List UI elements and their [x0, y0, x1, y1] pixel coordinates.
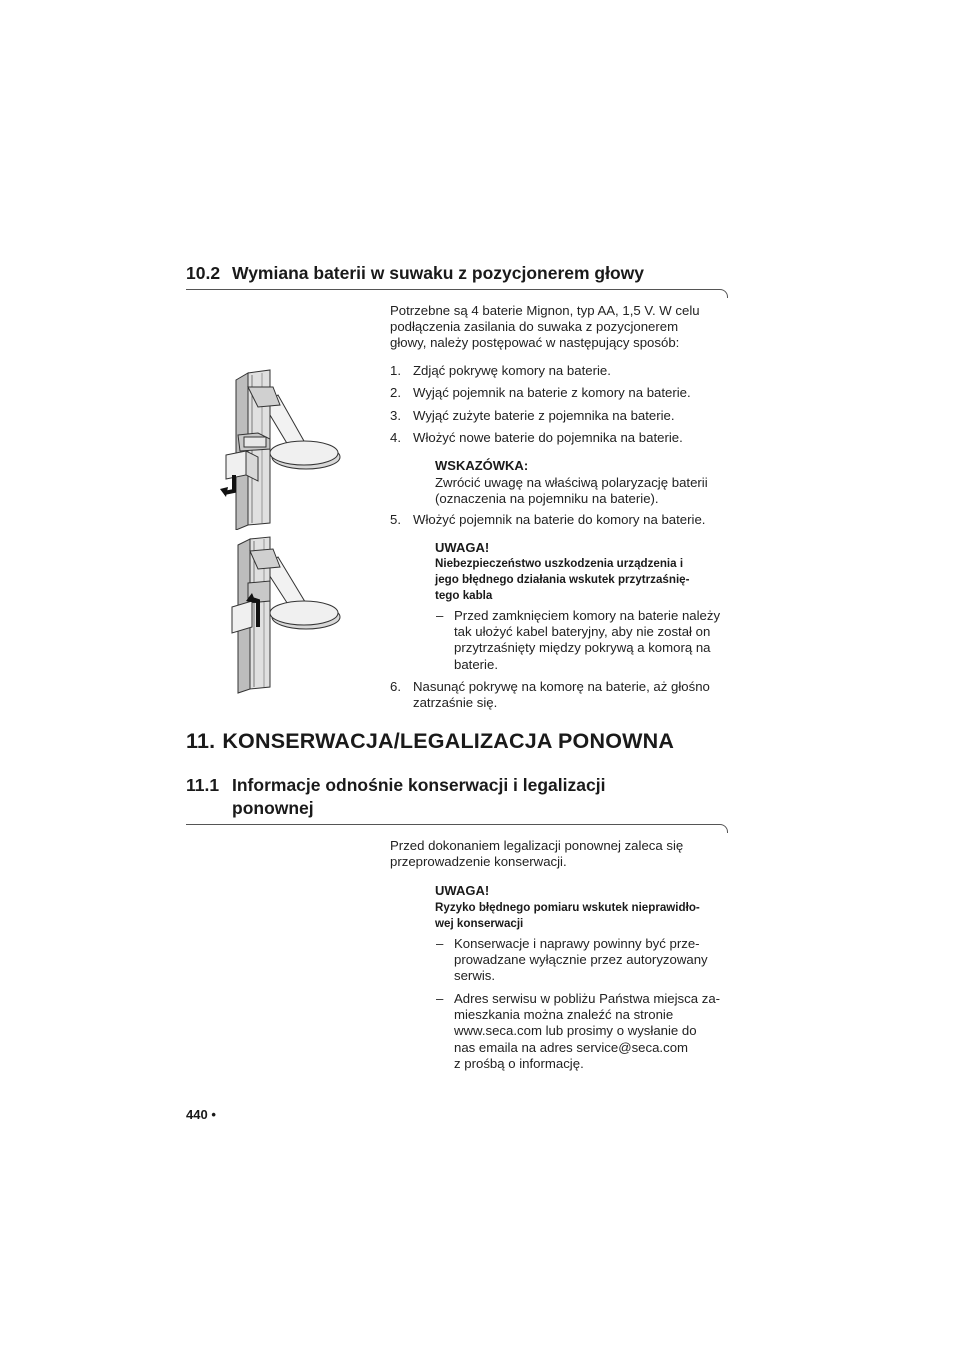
list-text: Włożyć nowe baterie do pojemnika na baterie.	[413, 430, 683, 445]
section-number: 10.2	[186, 263, 221, 283]
list-number: 6.	[390, 679, 401, 694]
warning-heading: UWAGA!	[435, 540, 490, 555]
list-number: 5.	[390, 512, 401, 527]
list-text: Włożyć pojemnik na baterie do komory na baterie.	[413, 512, 706, 527]
battery-illustration-bottom	[218, 535, 343, 695]
section-title: Wymiana baterii w suwaku z pozycjonerem głowy	[232, 263, 645, 283]
dash-marker: –	[436, 936, 444, 951]
text-line: serwis.	[454, 968, 496, 984]
section-heading-11-1	[186, 774, 605, 796]
dash-marker: –	[436, 991, 444, 1006]
text-line: wej konserwacji	[435, 917, 524, 931]
dash-marker: –	[436, 608, 444, 623]
section-title-line: Informacje odnośnie konserwacji i legalizacji	[232, 775, 606, 795]
text-line: nas emaila na adres service@seca.com	[454, 1039, 689, 1055]
text-line: z prośbą o informację.	[454, 1055, 584, 1071]
text-line: tego kabla	[435, 589, 493, 603]
warning-heading: UWAGA!	[435, 883, 490, 898]
text-line: Przed dokonaniem legalizacji ponownej zaleca się	[390, 838, 684, 853]
list-number: 4.	[390, 430, 401, 445]
intro-paragraph	[390, 303, 735, 352]
list-text: Wyjąć pojemnik na baterie z komory na baterie.	[413, 385, 691, 400]
page-number-value: 440	[186, 1107, 208, 1122]
text-line: głowy, należy postępować w następujący sposób:	[390, 335, 680, 351]
chapter-heading-11	[186, 729, 674, 754]
text-line: Przed zamknięciem komory na baterie należy	[454, 608, 721, 623]
text-line: Niebezpieczeństwo uszkodzenia urządzenia i	[435, 557, 684, 570]
warning-subject	[435, 556, 735, 605]
note-text	[435, 475, 735, 507]
text-line: prowadzane wyłącznie przez autoryzowany	[454, 952, 708, 968]
intro-paragraph	[390, 838, 735, 870]
text-line: www.seca.com lub prosimy o wysłanie do	[454, 1023, 697, 1039]
section-number: 11.1	[186, 775, 220, 795]
list-number: 1.	[390, 363, 401, 378]
chapter-title: KONSERWACJA/LEGALIZACJA PONOWNA	[222, 729, 675, 753]
section-rule-hook	[719, 289, 728, 298]
text-line: (oznaczenia na pojemniku na baterie).	[435, 491, 659, 507]
page-number	[186, 1107, 216, 1122]
text-line: Zwrócić uwagę na właściwą polaryzację baterii	[435, 475, 708, 490]
text-line: zatrzaśnie się.	[413, 695, 498, 711]
list-text: Zdjąć pokrywę komory na baterie.	[413, 363, 611, 378]
text-line: przytrzaśnięty między pokrywą a komorą na	[454, 640, 711, 656]
list-number: 3.	[390, 408, 401, 423]
section-heading-10-2	[186, 262, 644, 284]
text-line: baterie.	[454, 656, 498, 672]
list-number: 2.	[390, 385, 401, 400]
list-text: Wyjąć zużyte baterie z pojemnika na baterie.	[413, 408, 675, 423]
chapter-number: 11.	[186, 729, 216, 753]
section-heading-11-1-line2: ponownej	[232, 798, 314, 818]
section-rule	[186, 289, 719, 290]
note-heading: WSKAZÓWKA:	[435, 458, 529, 473]
text-line: mieszkania można znaleźć na stronie	[454, 1007, 674, 1023]
text-line: Adres serwisu w pobliżu Państwa miejsca za-	[454, 991, 721, 1006]
text-line: Nasunąć pokrywę na komorę na baterie, aż głośno	[413, 679, 710, 694]
text-line: Ryzyko błędnego pomiaru wskutek nieprawidło-	[435, 901, 700, 914]
section-rule-hook	[719, 824, 728, 833]
text-line: Potrzebne są 4 baterie Mignon, typ AA, 1,5 V. W celu	[390, 303, 700, 318]
text-line: tak ułożyć kabel bateryjny, aby nie został on	[454, 624, 711, 640]
text-line: jego błędnego działania wskutek przytrzaśnię-	[435, 573, 690, 587]
text-line: przeprowadzenie konserwacji.	[390, 854, 567, 870]
battery-illustration-top	[218, 365, 343, 530]
warning-subject	[435, 900, 735, 932]
page-bullet: •	[211, 1107, 216, 1122]
section-rule	[186, 824, 719, 825]
text-line: Konserwacje i naprawy powinny być prze-	[454, 936, 700, 951]
text-line: podłączenia zasilania do suwaka z pozycjonerem	[390, 319, 679, 335]
